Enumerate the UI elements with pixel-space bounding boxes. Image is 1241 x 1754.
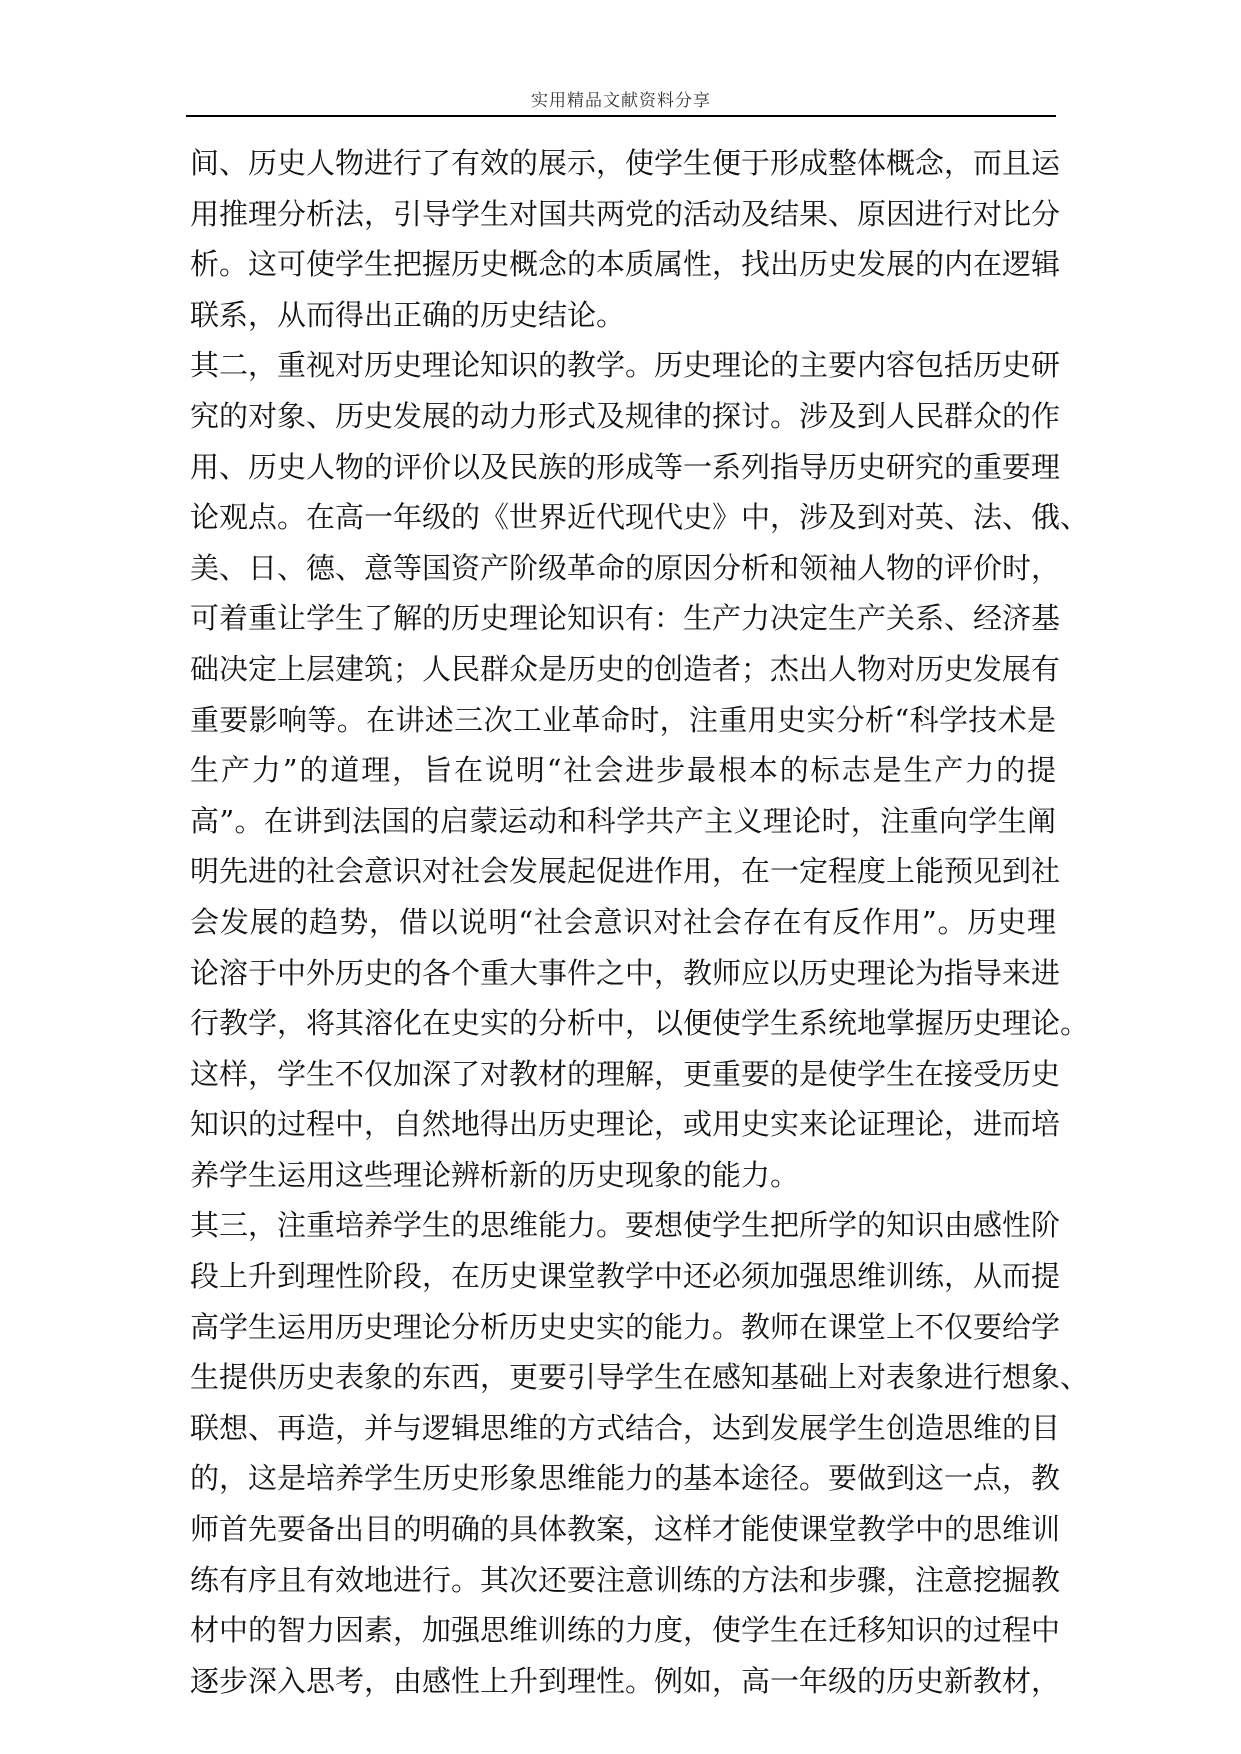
text-line: 其三，注重培养学生的思维能力。要想使学生把所学的知识由感性阶	[190, 1208, 1061, 1243]
text-line: 可着重让学生了解的历史理论知识有：生产力决定生产关系、经济基	[190, 601, 1061, 636]
text-line: 用、历史人物的评价以及民族的形成等一系列指导历史研究的重要理	[190, 449, 1061, 484]
text-line: 这样，学生不仅加深了对教材的理解，更重要的是使学生在接受历史	[190, 1056, 1061, 1091]
text-line: 明先进的社会意识对社会发展起促进作用，在一定程度上能预见到社	[190, 854, 1061, 889]
text-line: 高学生运用历史理论分析历史史实的能力。教师在课堂上不仅要给学	[190, 1309, 1061, 1344]
text-line: 材中的智力因素，加强思维训练的力度，使学生在迁移知识的过程中	[190, 1613, 1061, 1648]
header-divider	[186, 115, 1056, 117]
text-line: 逐步深入思考，由感性上升到理性。例如，高一年级的历史新教材，	[190, 1663, 1061, 1698]
text-line: 其二，重视对历史理论知识的教学。历史理论的主要内容包括历史研	[190, 348, 1061, 383]
text-line: 联想、再造，并与逻辑思维的方式结合，达到发展学生创造思维的目	[190, 1410, 1061, 1445]
page-header-title: 实用精品文献资料分享	[531, 91, 711, 111]
text-line: 知识的过程中，自然地得出历史理论，或用史实来论证理论，进而培	[190, 1107, 1061, 1142]
text-line: 美、日、德、意等国资产阶级革命的原因分析和领袖人物的评价时，	[190, 550, 1061, 585]
text-line: 究的对象、历史发展的动力形式及规律的探讨。涉及到人民群众的作	[190, 398, 1061, 433]
text-line: 础决定上层建筑；人民群众是历史的创造者；杰出人物对历史发展有	[190, 651, 1061, 686]
text-line: 联系，从而得出正确的历史结论。	[190, 297, 626, 332]
text-line: 高”。在讲到法国的启蒙运动和科学共产主义理论时，注重向学生阐	[190, 803, 1056, 838]
text-line: 练有序且有效地进行。其次还要注意训练的方法和步骤，注意挖掘教	[190, 1562, 1061, 1597]
text-line: 用推理分析法，引导学生对国共两党的活动及结果、原因进行对比分	[190, 196, 1061, 231]
text-line: 养学生运用这些理论辨析新的历史现象的能力。	[190, 1157, 800, 1192]
text-line: 会发展的趋势，借以说明“社会意识对社会存在有反作用”。历史理	[190, 904, 1056, 939]
text-line: 段上升到理性阶段，在历史课堂教学中还必须加强思维训练，从而提	[190, 1259, 1061, 1294]
text-line: 重要影响等。在讲述三次工业革命时，注重用史实分析“科学技术是	[190, 702, 1056, 737]
text-line: 生提供历史表象的东西，更要引导学生在感知基础上对表象进行想象、	[190, 1360, 1090, 1395]
text-line: 师首先要备出目的明确的具体教案，这样才能使课堂教学中的思维训	[190, 1512, 1061, 1547]
text-line: 行教学，将其溶化在史实的分析中，以便使学生系统地掌握历史理论。	[190, 1006, 1090, 1041]
text-line: 的，这是培养学生历史形象思维能力的基本途径。要做到这一点，教	[190, 1461, 1061, 1496]
text-line: 论溶于中外历史的各个重大事件之中，教师应以历史理论为指导来进	[190, 955, 1061, 990]
text-line: 间、历史人物进行了有效的展示，使学生便于形成整体概念，而且运	[190, 146, 1061, 180]
text-line: 析。这可使学生把握历史概念的本质属性，找出历史发展的内在逻辑	[190, 247, 1061, 282]
text-line: 生产力”的道理，旨在说明“社会进步最根本的标志是生产力的提	[190, 753, 1056, 788]
document-body	[190, 138, 1090, 1706]
text-line: 论观点。在高一年级的《世界近代现代史》中，涉及到对英、法、俄、	[190, 500, 1090, 535]
